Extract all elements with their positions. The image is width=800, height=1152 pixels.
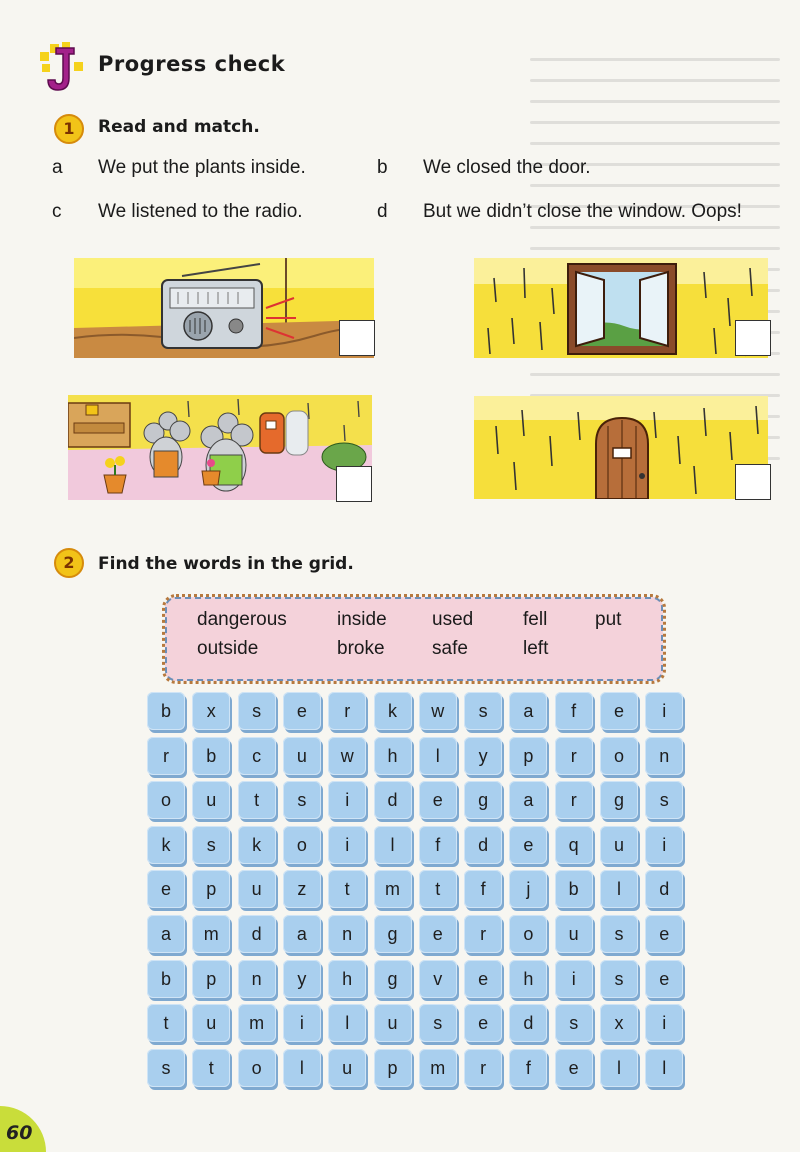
grid-cell[interactable]: l bbox=[328, 1004, 366, 1042]
grid-cell[interactable]: m bbox=[419, 1049, 457, 1087]
grid-cell[interactable]: f bbox=[419, 826, 457, 864]
grid-cell[interactable]: b bbox=[555, 870, 593, 908]
grid-cell[interactable]: a bbox=[509, 781, 547, 819]
grid-cell[interactable]: t bbox=[147, 1004, 185, 1042]
grid-cell[interactable]: m bbox=[374, 870, 412, 908]
grid-cell[interactable]: g bbox=[464, 781, 502, 819]
match-letter-c: c bbox=[52, 201, 62, 222]
grid-cell[interactable]: u bbox=[192, 781, 230, 819]
grid-cell[interactable]: i bbox=[645, 826, 683, 864]
match-letter-a: a bbox=[52, 157, 63, 178]
word-put: put bbox=[595, 609, 622, 630]
grid-cell[interactable]: h bbox=[509, 960, 547, 998]
grid-cell[interactable]: i bbox=[645, 692, 683, 730]
task1-instruction: Read and match. bbox=[98, 117, 260, 137]
page-number: 60 bbox=[6, 1122, 33, 1144]
grid-cell[interactable]: l bbox=[645, 1049, 683, 1087]
grid-cell[interactable]: k bbox=[238, 826, 276, 864]
grid-cell[interactable]: q bbox=[555, 826, 593, 864]
grid-cell[interactable]: k bbox=[374, 692, 412, 730]
grid-cell[interactable]: l bbox=[600, 1049, 638, 1087]
grid-cell[interactable]: e bbox=[419, 915, 457, 953]
grid-cell[interactable]: i bbox=[283, 1004, 321, 1042]
grid-cell[interactable]: e bbox=[555, 1049, 593, 1087]
grid-cell[interactable]: v bbox=[419, 960, 457, 998]
grid-cell[interactable]: y bbox=[464, 737, 502, 775]
grid-cell[interactable]: i bbox=[328, 826, 366, 864]
grid-cell[interactable]: d bbox=[509, 1004, 547, 1042]
grid-cell[interactable]: u bbox=[283, 737, 321, 775]
grid-cell[interactable]: n bbox=[328, 915, 366, 953]
grid-cell[interactable]: f bbox=[509, 1049, 547, 1087]
grid-cell[interactable]: s bbox=[147, 1049, 185, 1087]
grid-cell[interactable]: l bbox=[283, 1049, 321, 1087]
grid-cell[interactable]: i bbox=[328, 781, 366, 819]
grid-cell[interactable]: s bbox=[600, 915, 638, 953]
grid-cell[interactable]: u bbox=[374, 1004, 412, 1042]
task1-number-badge: 1 bbox=[54, 114, 84, 144]
grid-cell[interactable]: r bbox=[555, 781, 593, 819]
grid-cell[interactable]: d bbox=[374, 781, 412, 819]
grid-cell[interactable]: p bbox=[192, 870, 230, 908]
match-text-c: We listened to the radio. bbox=[98, 201, 303, 222]
grid-cell[interactable]: b bbox=[147, 960, 185, 998]
grid-cell[interactable]: s bbox=[645, 781, 683, 819]
grid-cell[interactable]: o bbox=[147, 781, 185, 819]
answer-box-door[interactable] bbox=[735, 464, 771, 500]
grid-cell[interactable]: e bbox=[419, 781, 457, 819]
grid-cell[interactable]: s bbox=[464, 692, 502, 730]
grid-cell[interactable]: n bbox=[645, 737, 683, 775]
grid-cell[interactable]: e bbox=[509, 826, 547, 864]
window-picture bbox=[474, 258, 768, 358]
grid-cell[interactable]: p bbox=[509, 737, 547, 775]
grid-cell[interactable]: s bbox=[238, 692, 276, 730]
grid-cell[interactable]: s bbox=[600, 960, 638, 998]
grid-cell[interactable]: u bbox=[555, 915, 593, 953]
grid-cell[interactable]: u bbox=[238, 870, 276, 908]
grid-cell[interactable]: r bbox=[464, 915, 502, 953]
grid-cell[interactable]: z bbox=[283, 870, 321, 908]
grid-cell[interactable]: e bbox=[645, 960, 683, 998]
grid-cell[interactable]: w bbox=[419, 692, 457, 730]
grid-cell[interactable]: g bbox=[600, 781, 638, 819]
answer-box-window[interactable] bbox=[735, 320, 771, 356]
section-j-icon bbox=[40, 42, 84, 92]
grid-cell[interactable]: t bbox=[238, 781, 276, 819]
grid-cell[interactable]: s bbox=[283, 781, 321, 819]
grid-cell[interactable]: r bbox=[555, 737, 593, 775]
grid-cell[interactable]: t bbox=[328, 870, 366, 908]
grid-cell[interactable]: s bbox=[419, 1004, 457, 1042]
grid-cell[interactable]: l bbox=[419, 737, 457, 775]
grid-cell[interactable]: f bbox=[464, 870, 502, 908]
answer-box-plants[interactable] bbox=[336, 466, 372, 502]
grid-cell[interactable]: d bbox=[464, 826, 502, 864]
grid-cell[interactable]: e bbox=[464, 960, 502, 998]
grid-cell[interactable]: r bbox=[147, 737, 185, 775]
grid-cell[interactable]: h bbox=[374, 737, 412, 775]
grid-cell[interactable]: b bbox=[192, 737, 230, 775]
grid-cell[interactable]: l bbox=[374, 826, 412, 864]
answer-box-radio[interactable] bbox=[339, 320, 375, 356]
match-text-a: We put the plants inside. bbox=[98, 157, 306, 178]
grid-cell[interactable]: l bbox=[600, 870, 638, 908]
grid-cell[interactable]: e bbox=[147, 870, 185, 908]
grid-cell[interactable]: x bbox=[192, 692, 230, 730]
grid-cell[interactable]: s bbox=[555, 1004, 593, 1042]
grid-cell[interactable]: o bbox=[238, 1049, 276, 1087]
grid-cell[interactable]: t bbox=[192, 1049, 230, 1087]
match-letter-b: b bbox=[377, 157, 388, 178]
task2-instruction: Find the words in the grid. bbox=[98, 554, 354, 574]
task2-number-badge: 2 bbox=[54, 548, 84, 578]
grid-cell[interactable]: j bbox=[509, 870, 547, 908]
grid-cell[interactable]: k bbox=[147, 826, 185, 864]
grid-cell[interactable]: c bbox=[238, 737, 276, 775]
grid-cell[interactable]: a bbox=[283, 915, 321, 953]
grid-cell[interactable]: d bbox=[238, 915, 276, 953]
grid-cell[interactable]: e bbox=[283, 692, 321, 730]
word-dangerous: dangerous bbox=[197, 609, 287, 630]
grid-cell[interactable]: a bbox=[147, 915, 185, 953]
page-number-tab bbox=[0, 1106, 46, 1152]
grid-cell[interactable]: u bbox=[600, 826, 638, 864]
grid-cell[interactable]: h bbox=[328, 960, 366, 998]
door-picture bbox=[474, 396, 768, 499]
grid-cell[interactable]: i bbox=[645, 1004, 683, 1042]
grid-cell[interactable]: o bbox=[600, 737, 638, 775]
grid-cell[interactable]: r bbox=[328, 692, 366, 730]
grid-cell[interactable]: p bbox=[192, 960, 230, 998]
grid-cell[interactable]: x bbox=[600, 1004, 638, 1042]
word-outside: outside bbox=[197, 638, 259, 659]
radio-picture bbox=[74, 258, 374, 358]
grid-cell[interactable]: u bbox=[328, 1049, 366, 1087]
word-broke: broke bbox=[337, 638, 385, 659]
word-used: used bbox=[432, 609, 474, 630]
grid-cell[interactable]: g bbox=[374, 915, 412, 953]
grid-cell[interactable]: n bbox=[238, 960, 276, 998]
word-left: left bbox=[523, 638, 549, 659]
grid-cell[interactable]: e bbox=[464, 1004, 502, 1042]
grid-cell[interactable]: i bbox=[555, 960, 593, 998]
grid-cell[interactable]: a bbox=[509, 692, 547, 730]
match-text-b: We closed the door. bbox=[423, 157, 591, 178]
match-letter-d: d bbox=[377, 201, 388, 222]
grid-cell[interactable]: o bbox=[283, 826, 321, 864]
grid-cell[interactable]: m bbox=[238, 1004, 276, 1042]
grid-cell[interactable]: s bbox=[192, 826, 230, 864]
grid-cell[interactable]: g bbox=[374, 960, 412, 998]
grid-cell[interactable]: r bbox=[464, 1049, 502, 1087]
grid-cell[interactable]: y bbox=[283, 960, 321, 998]
grid-cell[interactable]: w bbox=[328, 737, 366, 775]
word-bank bbox=[165, 597, 663, 681]
grid-cell[interactable]: m bbox=[192, 915, 230, 953]
word-fell: fell bbox=[523, 609, 548, 630]
word-safe: safe bbox=[432, 638, 468, 659]
grid-cell[interactable]: e bbox=[600, 692, 638, 730]
page-title: Progress check bbox=[98, 52, 286, 76]
grid-cell[interactable]: b bbox=[147, 692, 185, 730]
word-inside: inside bbox=[337, 609, 387, 630]
match-text-d: But we didn’t close the window. Oops! bbox=[423, 201, 742, 222]
grid-cell[interactable]: u bbox=[192, 1004, 230, 1042]
grid-cell[interactable]: d bbox=[645, 870, 683, 908]
grid-cell[interactable]: t bbox=[419, 870, 457, 908]
plants-picture bbox=[68, 395, 372, 500]
grid-cell[interactable]: f bbox=[555, 692, 593, 730]
grid-cell[interactable]: e bbox=[645, 915, 683, 953]
grid-cell[interactable]: p bbox=[374, 1049, 412, 1087]
grid-cell[interactable]: o bbox=[509, 915, 547, 953]
